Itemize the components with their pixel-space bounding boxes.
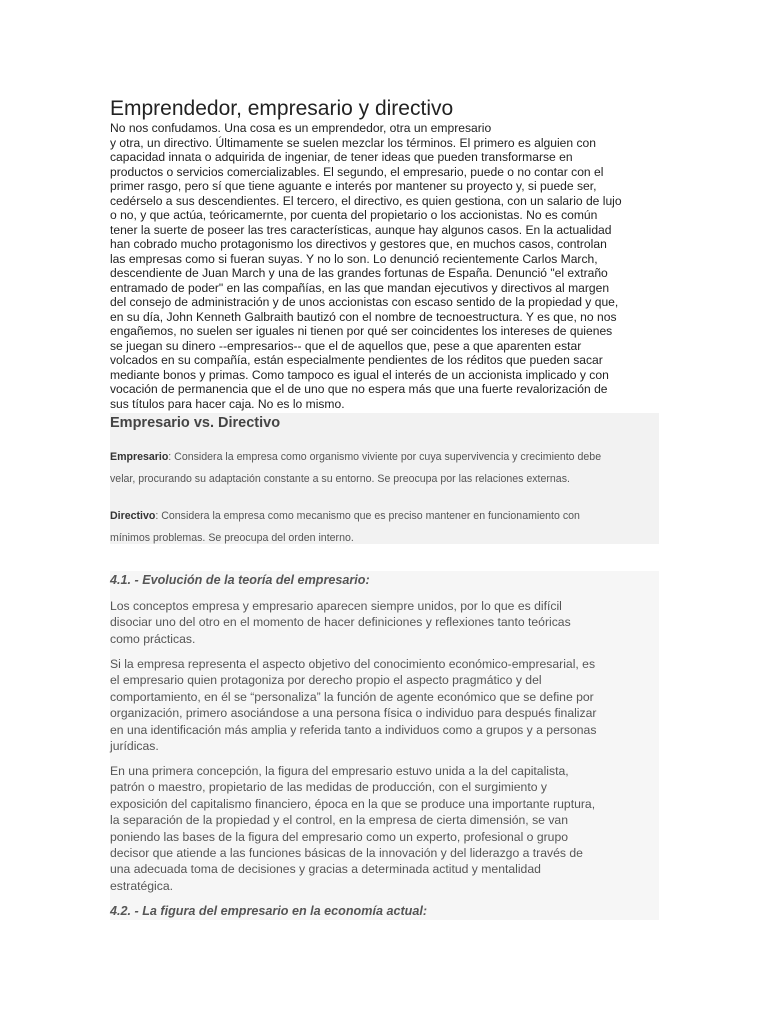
paragraph-line: disociar uno del otro en el momento de hacer definiciones y reflexiones tanto teóricas (110, 615, 571, 630)
intro-paragraph (110, 121, 660, 411)
paragraph-line: decisor que atiende a las funciones básicas de la innovación y del liderazgo a través de (110, 846, 583, 861)
empresario-text-1: : Considera la empresa como organismo viviente por cuya supervivencia y crecimiento debe (168, 451, 602, 463)
directivo-definition (110, 505, 659, 549)
comparison-box (110, 413, 659, 544)
intro-line: han cobrado mucho protagonismo los directivos y gestores que, en muchos casos, controlan (110, 237, 607, 251)
empresario-line-1 (110, 446, 659, 468)
intro-line: volcados en su compañía, están especialmente pendientes de los réditos que pueden sacar (110, 353, 603, 367)
directivo-text-1: : Considera la empresa como mecanismo que es preciso mantener en funcionamiento con (155, 510, 580, 522)
paragraph-line: una adecuada toma de decisiones y gracias a determinada actitud y mentalidad (110, 862, 541, 877)
intro-line: mediante bonos y primas. Como tampoco es igual el interés de un accionista implicado y con (110, 367, 609, 382)
paragraph-line: patrón o maestro, propietario de las medidas de producción, con el surgimiento y (110, 780, 547, 795)
intro-line: primer rasgo, pero sí que tiene aguante e interés por mantener su proyecto y, si puede ser, (110, 179, 597, 193)
intro-line: productos o servicios comercializables. El segundo, el empresario, puede o no contar con el (110, 164, 604, 179)
intro-line: engañemos, no suelen ser iguales ni tienen por qué ser coincidentes los intereses de quienes (110, 324, 613, 338)
page-title: Emprendedor, empresario y directivo (110, 97, 454, 120)
intro-line: las empresas como si fueran suyas. Y no lo son. Lo denunció recientemente Carlos March, (110, 251, 598, 266)
intro-line: capacidad innata o adquirida de ingeniar, de tener ideas que pueden transformarse en (110, 150, 573, 164)
empresario-text-2: velar, procurando su adaptación constante a su entorno. Se preocupa por las relaciones externas. (110, 473, 570, 485)
paragraph-line: en una identificación más amplia y referida tanto a individuos como a grupos y a personas (110, 722, 597, 737)
directivo-text-2: mínimos problemas. Se preocupa del orden interno. (110, 532, 354, 544)
paragraph-line: comportamiento, en él se “personaliza” la función de agente económico que se define por (110, 689, 594, 704)
intro-line: sus títulos para hacer caja. No es lo mismo. (110, 396, 345, 411)
paragraph-line: jurídicas. (110, 739, 159, 754)
theory-section (110, 571, 659, 920)
intro-line: tener la suerte de poseer las tres características, aunque hay algunos casos. En la actualidad (110, 222, 612, 237)
paragraph-line: organización, primero asociándose a una persona física o individuo para después finalizar (110, 706, 597, 721)
intro-line: cedérselo a sus descendientes. El tercero, el directivo, es quien gestiona, con un salario de lujo (110, 193, 622, 208)
intro-line: descendiente de Juan March y una de las grandes fortunas de España. Denunció "el extraño (110, 266, 608, 280)
empresario-definition (110, 446, 659, 490)
paragraph-line: poniendo las bases de la figura del empresario como un experto, profesional o grupo (110, 829, 568, 844)
paragraph-line: como prácticas. (110, 631, 196, 646)
paragraph-line: Los conceptos empresa y empresario aparecen siempre unidos, por lo que es difícil (110, 599, 562, 613)
section-paragraph (110, 656, 659, 754)
intro-line: o no, y que actúa, teóricamernte, por cuenta del propietario o los accionistas. No es común (110, 208, 598, 222)
paragraph-line: estratégica. (110, 878, 174, 893)
paragraph-line: Si la empresa representa el aspecto objetivo del conocimiento económico-empresarial, es (110, 657, 596, 671)
directivo-line-1 (110, 505, 659, 527)
intro-line: en su día, John Kenneth Galbraith bautizó con el nombre de tecnoestructura. Y es que, no nos (110, 309, 617, 324)
paragraph-line: exposición del capitalismo financiero, época en la que se produce una importante ruptura, (110, 796, 596, 811)
intro-line: No nos confudamos. Una cosa es un emprendedor, otra un empresario (110, 121, 492, 135)
comparison-heading: Empresario vs. Directivo (110, 415, 281, 431)
directivo-label: Directivo (110, 510, 156, 522)
intro-line: y otra, un directivo. Últimamente se suelen mezclar los términos. El primero es alguien con (110, 135, 596, 150)
empresario-label: Empresario (110, 451, 169, 463)
paragraph-line: el empresario quien protagoniza por derecho propio el aspecto pragmático y del (110, 673, 542, 688)
section-heading-4-2: 4.2. - La figura del empresario en la economía actual: (110, 904, 428, 918)
paragraph-line: En una primera concepción, la figura del empresario estuvo unida a la del capitalista, (110, 764, 569, 778)
section-paragraph (110, 763, 659, 894)
section-heading-4-1: 4.1. - Evolución de la teoría del empresario: (110, 573, 370, 587)
intro-line: se juegan su dinero --empresarios-- que el de aquellos que, pese a que aparenten estar (110, 338, 582, 353)
section-paragraph (110, 598, 659, 647)
intro-line: vocación de permanencia que el de uno que no espera más que una fuerte revalorización de (110, 382, 608, 396)
paragraph-line: la separación de la propiedad y el control, en la empresa de cierta dimensión, se van (110, 813, 568, 828)
intro-line: entramado de poder" en las compañías, en las que mandan ejecutivos y directivos al margen (110, 280, 610, 295)
intro-line: del consejo de administración y de unos accionistas con escaso sentido de la propiedad y que, (110, 295, 619, 309)
